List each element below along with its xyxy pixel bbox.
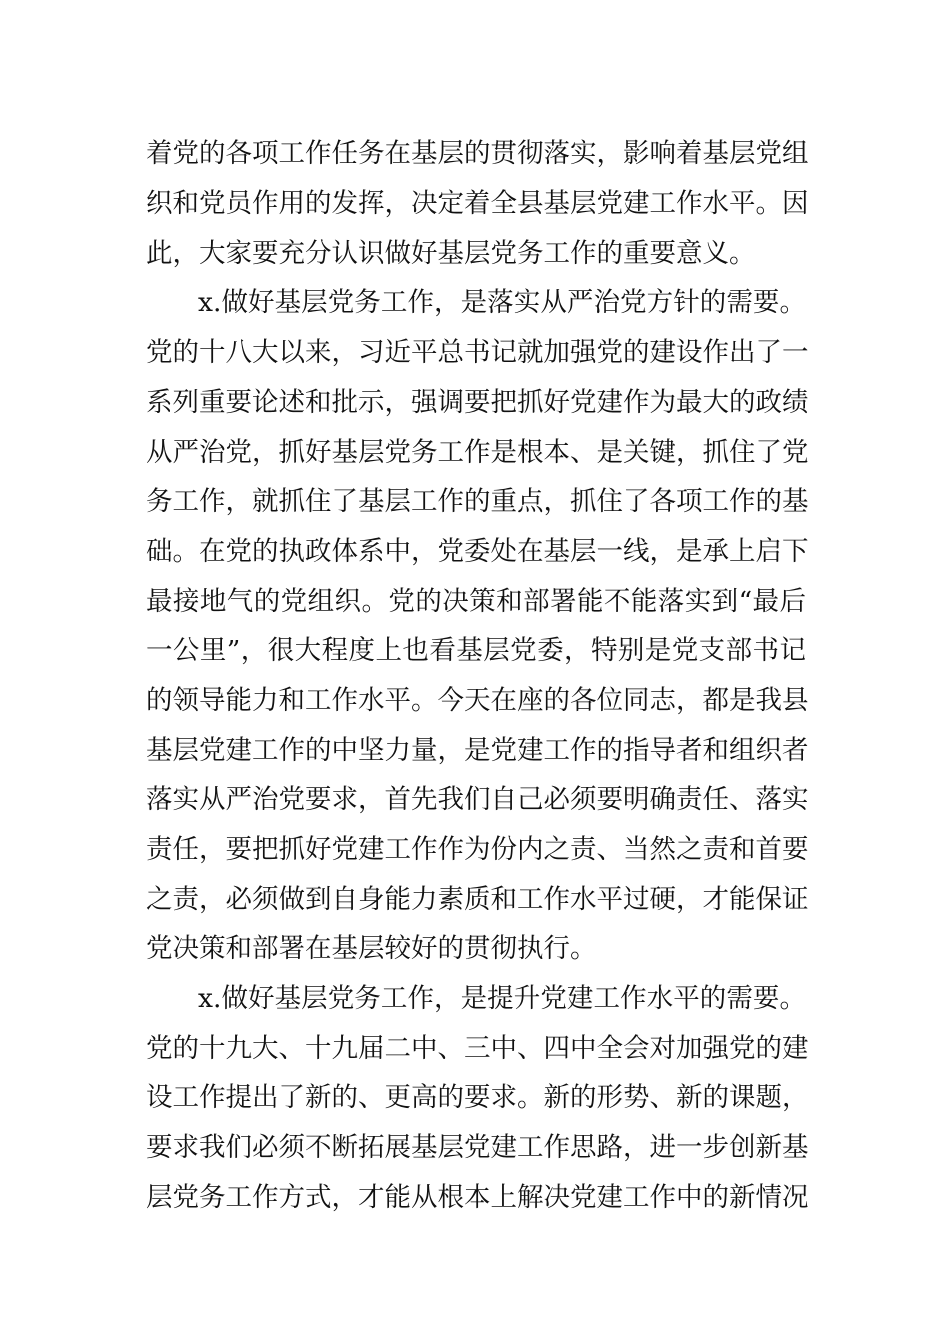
text-line: 党的十八大以来，习近平总书记就加强党的建设作出了一 [146, 337, 809, 368]
text-line: 设工作提出了新的、更高的要求。新的形势、新的课题， [146, 1082, 809, 1113]
text-line: 务工作，就抓住了基层工作的重点，抓住了各项工作的基 [146, 486, 809, 517]
text-line: 党决策和部署在基层较好的贯彻执行。 [146, 933, 597, 964]
text-line: 一公里”，很大程度上也看基层党委，特别是党支部书记 [146, 635, 806, 666]
text-line: 最接地气的党组织。党的决策和部署能不能落实到“最后 [146, 586, 806, 617]
text-line: 系列重要论述和批示，强调要把抓好党建作为最大的政绩 [146, 387, 809, 418]
text-line: 着党的各项工作任务在基层的贯彻落实，影响着基层党组 [146, 138, 809, 169]
text-line: 党的十九大、十九届二中、三中、四中全会对加强党的建 [146, 1033, 809, 1064]
section-heading: x.做好基层党务工作，是提升党建工作水平的需要。 [198, 983, 806, 1014]
text-line: 要求我们必须不断拓展基层党建工作思路，进一步创新基 [146, 1132, 809, 1163]
text-line: 从严治党，抓好基层党务工作是根本、是关键，抓住了党 [146, 437, 809, 468]
text-line: 落实从严治党要求，首先我们自己必须要明确责任、落实 [146, 784, 809, 815]
text-line: 层党务工作方式，才能从根本上解决党建工作中的新情况 [146, 1182, 809, 1213]
text-line: 基层党建工作的中坚力量，是党建工作的指导者和组织者 [146, 735, 809, 766]
text-line: 此，大家要充分认识做好基层党务工作的重要意义。 [146, 238, 756, 269]
text-line: 织和党员作用的发挥，决定着全县基层党建工作水平。因 [146, 188, 809, 219]
text-line: 之责，必须做到自身能力素质和工作水平过硬，才能保证 [146, 884, 809, 915]
section-heading: x.做好基层党务工作，是落实从严治党方针的需要。 [198, 287, 806, 318]
text-line: 的领导能力和工作水平。今天在座的各位同志，都是我县 [146, 685, 809, 716]
text-line: 础。在党的执政体系中，党委处在基层一线，是承上启下 [146, 536, 809, 567]
text-line: 责任，要把抓好党建工作作为份内之责、当然之责和首要 [146, 834, 809, 865]
